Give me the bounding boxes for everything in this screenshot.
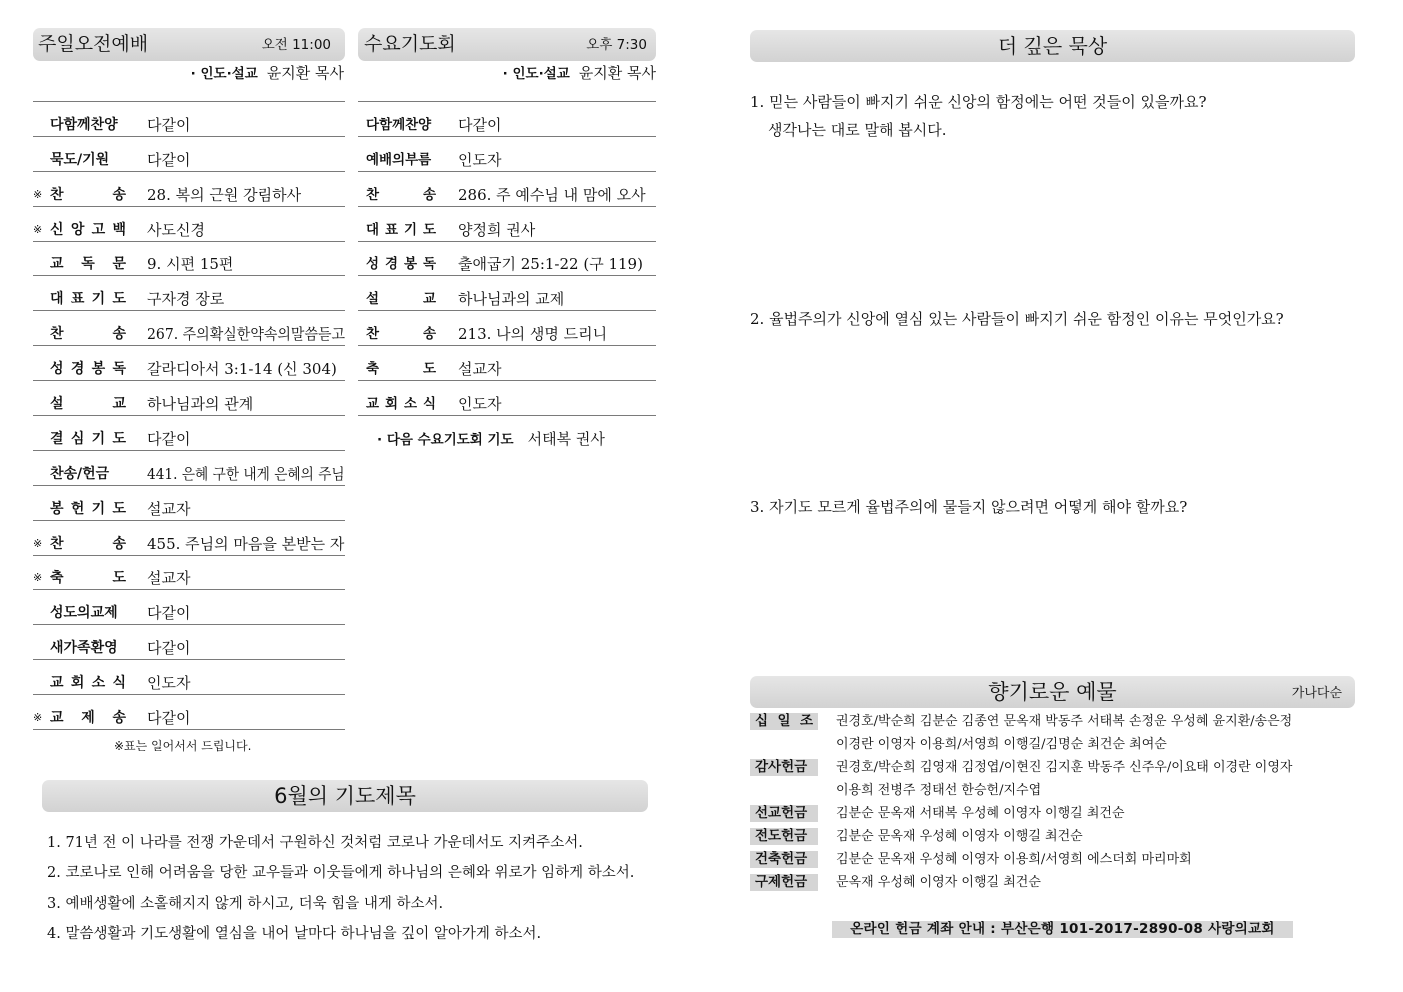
order-item-value: 하나님과의 관계 [147, 395, 254, 414]
offering-row [750, 871, 1355, 894]
order-item-value: 다같이 [147, 150, 191, 169]
order-item-value: 441. 은혜 구한 내게 은혜의 주님 [147, 464, 345, 483]
sunday-order-list [33, 102, 345, 730]
order-item-value-cell [436, 395, 656, 413]
order-item-value-cell [436, 186, 656, 204]
order-item-label: 다함께찬양 [366, 116, 432, 133]
offering-names-line [836, 710, 1355, 733]
wednesday-order-row [358, 172, 656, 207]
order-item-value-cell [126, 151, 345, 169]
sunday-order-row [33, 556, 345, 591]
account-notice-box [832, 921, 1293, 938]
order-item-value: 다같이 [147, 709, 191, 728]
order-item-value-cell [436, 116, 656, 134]
offering-label: 전도헌금 [750, 828, 818, 845]
order-item-label: 찬 송 [366, 186, 436, 203]
offering-names-line [836, 756, 1355, 779]
order-item-label: 봉 헌 기 도 [50, 500, 126, 517]
next-prayer-line [377, 429, 605, 450]
stand-mark: ※ [33, 222, 43, 236]
sunday-leader [33, 63, 344, 83]
order-item-label: 결 심 기 도 [50, 430, 126, 447]
order-item-label: 찬 송 [50, 186, 126, 203]
order-item-value-cell [436, 325, 656, 343]
order-item-value-cell [436, 151, 656, 169]
offering-names-line [836, 871, 1355, 894]
sunday-order-row [33, 381, 345, 416]
order-item-value: 설교자 [458, 360, 502, 379]
offering-names-text: 권경호/박순희 김영재 김정엽/이현진 김지훈 박동주 신주우/이요태 이경란 이영자 [836, 759, 1293, 775]
wednesday-leader-label: · 인도·설교 [502, 66, 570, 82]
sunday-order-row [33, 172, 345, 207]
order-item-value-cell [126, 709, 345, 727]
wednesday-header-bar [358, 28, 656, 61]
offering-names-text: 권경호/박순희 김분순 김종연 문옥재 박동주 서태복 손정운 우성혜 윤지환/송은정 [836, 713, 1293, 729]
sunday-order-row [33, 137, 345, 172]
order-item-value: 213. 나의 생명 드리니 [458, 325, 608, 344]
sunday-order-row [33, 625, 345, 660]
stand-note: ※표는 일어서서 드립니다. [114, 739, 252, 753]
question-text: 2. 율법주의가 신앙에 열심 있는 사람들이 빠지기 쉬운 함정인 이유는 무엇인가요? [750, 310, 1284, 328]
account-notice: 온라인 헌금 계좌 안내 : 부산은행 101-2017-2890-08 사랑의교회 [850, 921, 1275, 937]
stand-mark: ※ [33, 711, 43, 725]
offering-row [750, 802, 1355, 825]
sunday-leader-label: · 인도·설교 [190, 66, 258, 82]
question-subtext: 생각나는 대로 말해 봅시다. [768, 121, 947, 139]
order-item-value-cell [126, 360, 345, 378]
question-text: 1. 믿는 사람들이 빠지기 쉬운 신앙의 함정에는 어떤 것들이 있을까요? [750, 93, 1207, 111]
meditation-question-1 [750, 92, 1350, 112]
order-item-value: 인도자 [147, 674, 191, 693]
wednesday-title: 수요기도회 [364, 33, 456, 55]
order-item-value-cell [126, 186, 345, 204]
order-item-label: 축 도 [366, 361, 436, 378]
offering-names-text: 이용희 전병주 정태선 한승헌/지수엽 [836, 782, 1042, 798]
next-prayer-label: · 다음 수요기도회 기도 [377, 432, 514, 448]
sunday-header-bar [33, 28, 345, 61]
prayer-title: 6월의 기도제목 [274, 784, 416, 808]
order-item-value-cell [126, 430, 345, 448]
order-item-value-cell [126, 465, 345, 483]
order-item-value-cell [126, 674, 345, 692]
order-item-label: 다함께찬양 [50, 116, 118, 133]
offering-names [836, 710, 1355, 756]
sunday-order-row [33, 207, 345, 242]
order-item-value: 출애굽기 25:1-22 (구 119) [458, 255, 643, 274]
order-item-label: 대 표 기 도 [366, 221, 436, 238]
sunday-order-row [33, 451, 345, 486]
prayer-item [47, 833, 647, 863]
stand-mark: ※ [33, 187, 43, 201]
sunday-order-row [33, 521, 345, 556]
order-item-label: 교 회 소 식 [50, 675, 126, 692]
order-item-value-cell [436, 221, 656, 239]
offering-names [836, 848, 1355, 871]
order-item-label: 예배의부름 [366, 151, 432, 168]
offering-names-text: 김분순 문옥재 우성혜 이영자 이행길 최건순 [836, 828, 1083, 844]
order-item-value: 267. 주의확실한약속의말씀듣고 [147, 325, 346, 344]
order-item-value: 다같이 [458, 115, 502, 134]
offering-label: 십 일 조 [750, 713, 818, 730]
order-item-label: 찬 송 [366, 326, 436, 343]
order-item-label: 찬 송 [50, 326, 126, 343]
order-item-value: 갈라디아서 3:1-14 (신 304) [147, 360, 337, 379]
offering-names-line [836, 779, 1355, 802]
offering-row [750, 756, 1355, 802]
offering-label: 감사헌금 [750, 759, 818, 776]
order-item-value: 28. 복의 근원 강림하사 [147, 185, 302, 204]
order-item-value-cell [126, 395, 345, 413]
order-item-label: 설 교 [50, 396, 126, 413]
order-item-value-cell [126, 290, 345, 308]
prayer-header-bar [42, 780, 648, 812]
meditation-question-3 [750, 497, 1350, 517]
offering-row [750, 710, 1355, 756]
prayer-item-text: 4. 말씀생활과 기도생활에 열심을 내어 날마다 하나님을 깊이 알아가게 하소서. [47, 925, 542, 942]
order-item-value: 다같이 [147, 429, 191, 448]
meditation-question-1-sub [768, 120, 1348, 140]
offering-names-line [836, 802, 1355, 825]
offering-names-text: 이경란 이영자 이용희/서영희 이행길/김명순 최건순 최여순 [836, 736, 1167, 752]
sunday-order-row [33, 346, 345, 381]
order-item-value-cell [126, 221, 345, 239]
order-item-label: 교 회 소 식 [366, 396, 436, 413]
sunday-time: 오전 11:00 [261, 37, 331, 53]
sunday-order-row [33, 486, 345, 521]
order-item-value: 구자경 장로 [147, 290, 225, 309]
sunday-leader-name: 윤지환 목사 [266, 64, 344, 82]
order-item-label: 대 표 기 도 [50, 291, 126, 308]
order-item-label: 교 제 송 [50, 710, 126, 727]
wednesday-time: 오후 7:30 [586, 37, 647, 53]
order-item-value: 인도자 [458, 150, 502, 169]
order-item-value: 455. 주님의 마음을 본받는 자 [147, 534, 345, 553]
offering-row [750, 848, 1355, 871]
order-item-value: 다같이 [147, 115, 191, 134]
offering-names-text: 문옥재 우성혜 이영자 이행길 최건순 [836, 875, 1041, 891]
sunday-order-row [33, 660, 345, 695]
prayer-item-text: 3. 예배생활에 소홀해지지 않게 하시고, 더욱 힘을 내게 하소서. [47, 895, 444, 912]
order-item-value-cell [436, 255, 656, 273]
order-item-value: 다같이 [147, 639, 191, 658]
order-item-label: 성도의교제 [50, 605, 118, 622]
order-item-label: 교 독 문 [50, 256, 126, 273]
wednesday-order-row [358, 311, 656, 346]
order-item-value-cell [126, 255, 345, 273]
order-item-label: 묵도/기원 [50, 151, 110, 168]
wednesday-order-row [358, 346, 656, 381]
wednesday-order-row [358, 137, 656, 172]
offerings-title: 향기로운 예물 [988, 680, 1117, 704]
order-item-value: 인도자 [458, 395, 502, 414]
offering-label: 선교헌금 [750, 805, 818, 822]
sunday-order-row [33, 311, 345, 346]
offerings-header-bar [750, 676, 1355, 708]
wednesday-order-row [358, 242, 656, 277]
order-item-label: 설 교 [366, 291, 436, 308]
order-item-label: 축 도 [50, 570, 126, 587]
offering-names-line [836, 825, 1355, 848]
offering-names-text: 김분순 문옥재 서태복 우성혜 이영자 이행길 최건순 [836, 805, 1125, 821]
sunday-order-row [33, 695, 345, 730]
order-item-value-cell [126, 535, 345, 553]
sunday-order-row [33, 590, 345, 625]
order-item-label: 찬 송 [50, 535, 126, 552]
order-item-value: 9. 시편 15편 [147, 255, 234, 274]
offering-names [836, 756, 1355, 802]
prayer-item [47, 894, 647, 924]
prayer-item-text: 2. 코로나로 인해 어려움을 당한 교우들과 이웃들에게 하나님의 은혜와 위로가 임하게 하소서. [47, 865, 635, 882]
wednesday-order-row [358, 276, 656, 311]
sunday-order-row [33, 416, 345, 451]
question-text: 3. 자기도 모르게 율법주의에 물들지 않으려면 어떻게 해야 할까요? [750, 498, 1188, 516]
order-item-label: 새가족환영 [50, 640, 118, 657]
order-item-value: 사도신경 [147, 220, 205, 239]
sunday-order-row [33, 102, 345, 137]
wednesday-leader-name: 윤지환 목사 [578, 64, 656, 82]
order-item-value-cell [126, 325, 345, 343]
sunday-order-row [33, 242, 345, 277]
order-item-value: 설교자 [147, 569, 191, 588]
offering-names [836, 825, 1355, 848]
order-item-value-cell [126, 569, 345, 587]
prayer-list [47, 833, 647, 954]
order-item-value-cell [126, 604, 345, 622]
order-item-value-cell [436, 290, 656, 308]
prayer-item [47, 863, 647, 893]
offering-label: 구제헌금 [750, 874, 818, 891]
order-item-value: 하나님과의 교제 [458, 290, 565, 309]
offering-names [836, 802, 1355, 825]
offering-label: 건축헌금 [750, 851, 818, 868]
order-item-value-cell [126, 639, 345, 657]
wednesday-order-row [358, 381, 656, 416]
order-item-value: 286. 주 예수님 내 맘에 오사 [458, 185, 646, 204]
meditation-header-bar [750, 30, 1355, 62]
order-item-label: 신 앙 고 백 [50, 221, 126, 238]
sunday-order-row [33, 276, 345, 311]
wednesday-leader [358, 63, 656, 83]
prayer-item [47, 924, 647, 954]
offering-names-text: 김분순 문옥재 우성혜 이영자 이용희/서영희 에스더회 마리마회 [836, 852, 1192, 868]
stand-mark: ※ [33, 536, 43, 550]
wednesday-order-row [358, 102, 656, 137]
meditation-title: 더 깊은 묵상 [997, 34, 1108, 58]
prayer-item-text: 1. 71년 전 이 나라를 전쟁 가운데서 구원하신 것처럼 코로나 가운데서도 지켜주소서. [47, 835, 583, 851]
order-item-value-cell [126, 116, 345, 134]
wednesday-order-row [358, 207, 656, 242]
order-item-label: 성 경 봉 독 [50, 361, 126, 378]
stand-mark: ※ [33, 571, 43, 585]
order-item-value-cell [126, 500, 345, 518]
order-item-label: 성 경 봉 독 [366, 256, 436, 273]
offering-names [836, 871, 1355, 894]
order-item-value: 설교자 [147, 499, 191, 518]
order-item-value-cell [436, 360, 656, 378]
order-item-value: 양정희 권사 [458, 220, 536, 239]
offering-names-line [836, 733, 1355, 756]
offering-list [750, 710, 1355, 895]
order-item-label: 찬송/헌금 [50, 465, 110, 482]
next-prayer-name: 서태복 권사 [527, 430, 605, 448]
order-item-value: 다같이 [147, 604, 191, 623]
wednesday-order-list [358, 102, 656, 416]
offering-names-line [836, 848, 1355, 871]
sunday-title: 주일오전예배 [38, 33, 149, 55]
offerings-order-note: 가나다순 [1291, 686, 1342, 701]
meditation-question-2 [750, 309, 1350, 329]
offering-row [750, 825, 1355, 848]
